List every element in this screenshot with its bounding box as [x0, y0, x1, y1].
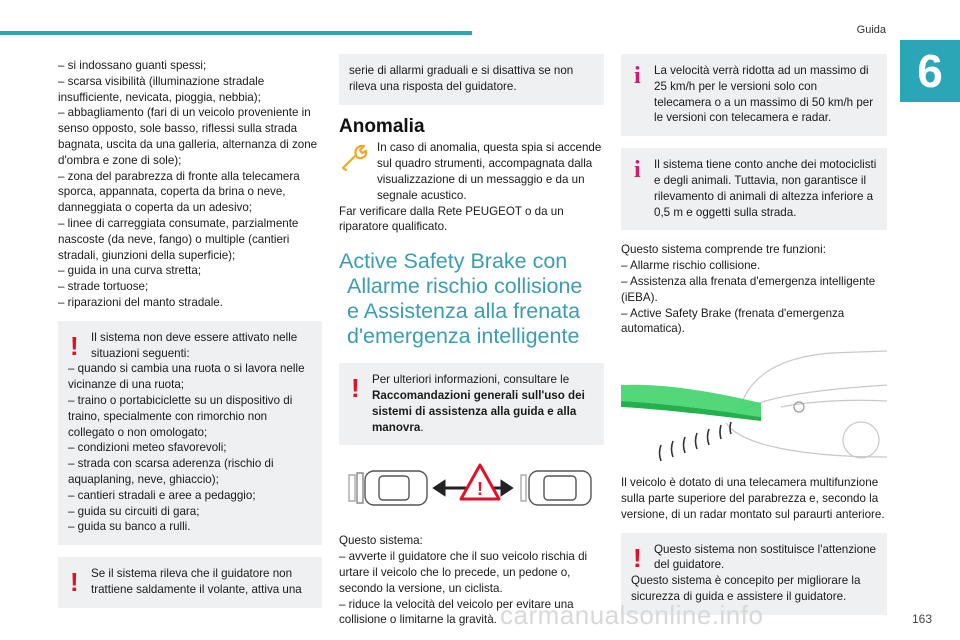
list-item: – quando si cambia una ruota o si lavora nelle vicinanze di una ruota; [68, 362, 305, 392]
condition-list [58, 58, 322, 311]
list-item: – strade tortuose; [58, 280, 149, 294]
list-item: – si indossano guanti spessi; [58, 59, 207, 72]
info-box-speed [621, 54, 887, 136]
info-icon: i [634, 157, 641, 184]
warning-icon: ! [70, 567, 79, 598]
warning-box-recommendations [339, 363, 604, 445]
system-intro: Questo sistema: [339, 534, 423, 548]
info-text: Il sistema tiene conto anche dei motociclisti e degli animali. Tuttavia, non garantisce il rilevamento di animali di altezza inferiore a 0,5 m e oggetti sulla strada. [654, 158, 877, 219]
column-1 [58, 58, 322, 620]
info-text: La velocità verrà ridotta ad un massimo di 25 km/h per le versioni solo con telecamera o a un massimo di 50 km/h per le versioni con telecamera e radar. [654, 64, 874, 125]
warning-text-2: Questo sistema è concepito per migliorare la sicurezza di guida e assistere il guidatore. [631, 574, 861, 603]
section-title: Guida [856, 24, 886, 36]
header-accent-bar [0, 31, 472, 35]
column-2 [339, 54, 604, 628]
watermark: carmanualsonline.info [500, 600, 764, 630]
anomaly-section [339, 140, 604, 235]
heading-line-2: Allarme rischio collisione [347, 274, 583, 299]
page-number: 163 [911, 612, 932, 626]
info-icon: i [634, 63, 641, 89]
list-item: – guida su circuiti di gara; [68, 504, 200, 518]
list-item: – traino o portabiciclette su un dispositivo di traino, specialmente con rimorchio non collegato o non omologato; [68, 393, 293, 439]
warning-pre: Per ulteriori informazioni, consultare le [372, 373, 570, 387]
column-3 [621, 54, 887, 627]
anomaly-text: In caso di anomalia, questa spia si accende sul quadro strumenti, accompagnata dalla visualizzazione di un messaggio e da un segnale acustico. [377, 141, 602, 202]
camera-illustration [621, 345, 887, 463]
warning-bold-ref: Raccomandazioni generali sull'uso dei sistemi di assistenza alla guida e alla manovra [372, 388, 585, 434]
warning-items [68, 361, 312, 535]
list-item: – scarsa visibilità (illuminazione stradale insufficiente, nevicata, pioggia, nebbia); [58, 74, 265, 104]
section-heading [339, 249, 604, 349]
warning-text [349, 372, 594, 435]
continued-text: serie di allarmi graduali e si disattiva se non rileva una risposta del guidatore. [349, 64, 574, 93]
list-item: – Allarme rischio collisione. [621, 259, 761, 273]
anomaly-contact: Far verificare dalla Rete PEUGEOT o da un riparatore qualificato. [339, 204, 564, 234]
warning-icon: ! [633, 542, 642, 573]
collision-illustration [339, 457, 604, 519]
chapter-number: 6 [900, 40, 960, 102]
list-item: – abbagliamento (fari di un veicolo proveniente in senso opposto, sole basso, riflessi sulla strada bagnata, uscita da una galleria, alternanza di zone d'ombra e zone di sole); [58, 106, 318, 167]
warning-icon: ! [351, 373, 360, 404]
warning-post: . [420, 420, 424, 434]
heading-line-4: d'emergenza intelligente [347, 324, 580, 349]
continued-box [339, 54, 604, 105]
camera-text: Il veicolo è dotato di una telecamera multifunzione sulla parte superiore del parabrezza e, secondo la versione, di un radar montato sul paraurti anteriore. [621, 476, 885, 521]
list-item: – guida su banco a rulli. [68, 520, 191, 534]
warning-text-1: Questo sistema non sostituisce l'attenzione del guidatore. [654, 542, 876, 572]
warning-intro: Il sistema non deve essere attivato nelle situazioni seguenti: [91, 330, 298, 360]
list-item: – Assistenza alla frenata d'emergenza intelligente (iEBA). [621, 274, 876, 304]
heading-line-3: e Assistenza alla frenata [347, 299, 581, 324]
list-item: – zona del parabrezza di fronte alla telecamera sporca, appannata, coperta da brina o neve, danneggiata o coperta da un adesivo; [58, 169, 300, 215]
anomaly-heading: Anomalia [339, 115, 425, 137]
warning-box-not-activate [58, 321, 322, 545]
functions-list [621, 258, 887, 337]
list-item: – cantieri stradali e aree a pedaggio; [68, 488, 256, 502]
heading-line-1: Active Safety Brake con [339, 249, 568, 274]
warning-text: Se il sistema rileva che il guidatore non trattiene saldamente il volante, attiva una [91, 567, 302, 596]
list-item: – avverte il guidatore che il suo veicolo rischia di urtare il veicolo che lo precede, un pedone o, secondo la versione, un ciclista. [339, 550, 588, 595]
wrench-icon [339, 142, 371, 172]
info-box-detection [621, 148, 887, 230]
functions-intro: Questo sistema comprende tre funzioni: [621, 243, 826, 257]
list-item: – guida in una curva stretta; [58, 264, 202, 278]
svg-text:!: ! [477, 479, 483, 500]
warning-box-steering [58, 557, 322, 608]
list-item: – riduce la velocità del veicolo per evitare una collisione o limitarne la gravità. [339, 597, 574, 627]
warning-icon: ! [70, 330, 79, 361]
list-item: – riparazioni del manto stradale. [58, 295, 223, 309]
list-item: – condizioni meteo sfavorevoli; [68, 441, 227, 455]
list-item: – linee di carreggiata consumate, parzialmente nascoste (da neve, fango) o multiple (cantieri stradali, giunzioni della superficie); [58, 216, 299, 262]
car-front-radar-icon [621, 345, 887, 463]
list-item: – Active Safety Brake (frenata d'emergenza automatica). [621, 306, 845, 336]
cars-collision-icon [339, 457, 604, 519]
list-item: – strada con scarsa aderenza (rischio di aquaplaning, neve, ghiaccio); [68, 457, 274, 486]
